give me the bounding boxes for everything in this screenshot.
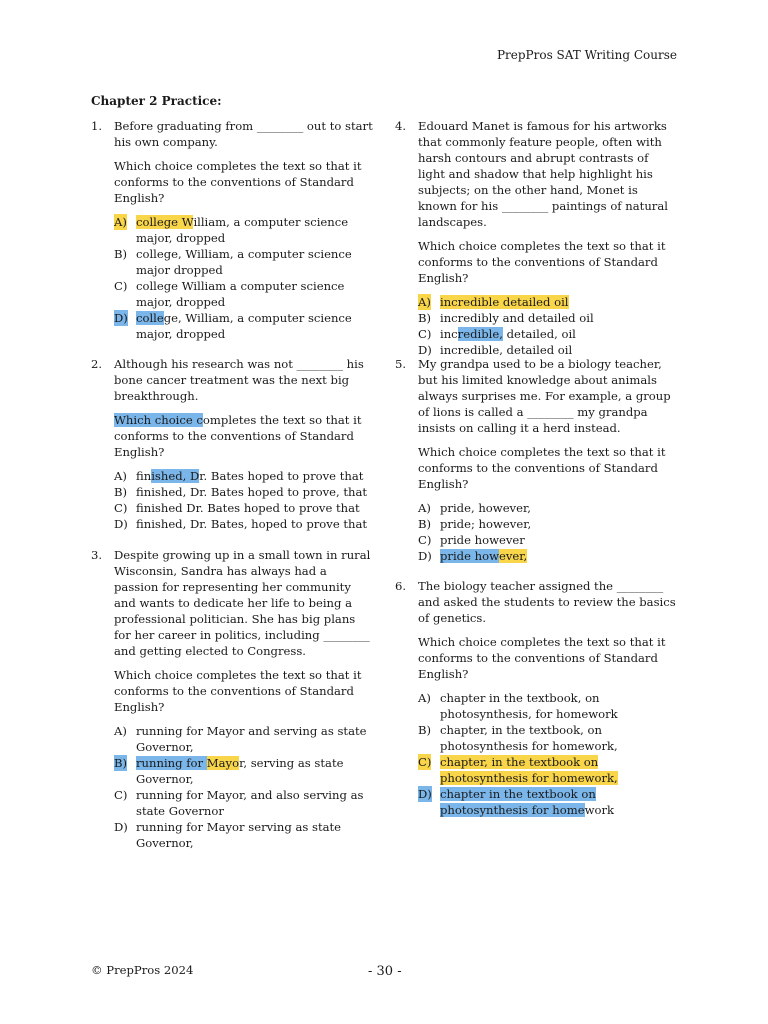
answer-blank: ________ [256, 119, 304, 133]
question-number: 3. [91, 548, 103, 562]
option-text: chapter, in the textbook on photosynthesis for homework, [440, 755, 618, 785]
question-number: 5. [395, 357, 407, 371]
option-text: pride however, [440, 549, 528, 563]
question-prompt: Which choice completes the text so that it conforms to the conventions of Standard English? [418, 445, 666, 491]
option-text: finished, Dr. Bates, hoped to prove that [136, 517, 368, 531]
answer-options [91, 468, 373, 532]
question-number: 1. [91, 119, 103, 133]
question-1 [91, 118, 373, 342]
answer-option-b[interactable]: B) college, William, a computer science major dropped [114, 247, 352, 277]
question-stem: 2. Although his research was not ________ his bone cancer treatment was the next big breakthrough. [91, 357, 364, 403]
option-text: running for Mayor serving as state Governor, [136, 820, 342, 850]
answer-blank: ________ [323, 628, 370, 642]
option-text: running for Mayor and serving as state Governor, [136, 724, 367, 754]
answer-option-c[interactable]: C) college William a computer science major, dropped [114, 279, 345, 309]
answer-option-c[interactable]: C) incredible, detailed, oil [418, 327, 576, 341]
option-text: finished, Dr. Bates hoped to prove, that [136, 485, 368, 499]
chapter-title: Chapter 2 Practice: [91, 94, 222, 108]
option-text: pride; however, [440, 517, 532, 531]
question-stem: 1. Before graduating from ________ out to start his own company. [91, 119, 373, 149]
question-stem: 6. The biology teacher assigned the ________ and asked the students to review the basics of genetics. [395, 579, 676, 625]
question-2 [91, 356, 373, 532]
option-text: incredible detailed oil [440, 295, 569, 309]
question-prompt: Which choice completes the text so that it conforms to the conventions of Standard English? [418, 635, 666, 681]
option-text: pride however [440, 533, 525, 547]
answer-option-d[interactable]: D) incredible, detailed oil [418, 343, 573, 357]
option-text: incredible, detailed, oil [440, 327, 576, 341]
question-3 [91, 547, 373, 851]
course-title: PrepPros SAT Writing Course [496, 48, 677, 62]
question-stem: 5. My grandpa used to be a biology teacher, but his limited knowledge about animals always surprises me. For example, a group of lions is called a ________ my grandpa insists on calling it a herd instead. [395, 357, 671, 435]
answer-option-a[interactable]: A) running for Mayor and serving as state Governor, [114, 724, 367, 754]
answer-option-c[interactable]: C) running for Mayor, and also serving as state Governor [114, 788, 364, 818]
question-prompt: Which choice completes the text so that it conforms to the conventions of Standard English? [114, 668, 362, 714]
option-text: finished, Dr. Bates hoped to prove that [136, 469, 364, 483]
answer-option-d[interactable]: D) chapter in the textbook on photosynthesis for homework [418, 787, 615, 817]
answer-option-a[interactable]: A) college William, a computer science major, dropped [114, 215, 349, 245]
question-4 [395, 118, 679, 358]
copyright-text: © PrepPros 2024 [91, 963, 194, 977]
option-text: running for Mayor, serving as state Governor, [136, 756, 344, 786]
option-text: finished Dr. Bates hoped to prove that [136, 501, 360, 515]
answer-options [91, 723, 373, 851]
answer-blank: ________ [616, 579, 664, 593]
answer-blank: ________ [296, 357, 343, 371]
answer-option-d[interactable]: D) finished, Dr. Bates, hoped to prove that [114, 517, 368, 531]
option-text: chapter, in the textbook, on photosynthesis for homework, [440, 723, 618, 753]
answer-options [395, 500, 679, 564]
answer-option-a[interactable]: A) finished, Dr. Bates hoped to prove that [114, 469, 364, 483]
question-prompt: Which choice completes the text so that it conforms to the conventions of Standard English? [114, 159, 362, 205]
answer-option-b[interactable]: B) incredibly and detailed oil [418, 311, 594, 325]
answer-options [395, 294, 679, 358]
answer-option-b[interactable]: B) pride; however, [418, 517, 532, 531]
answer-blank: ________ [501, 199, 549, 213]
question-prompt: Which choice completes the text so that it conforms to the conventions of Standard English? [114, 413, 362, 459]
answer-option-c[interactable]: C) pride however [418, 533, 525, 547]
question-6 [395, 578, 679, 818]
option-text: chapter in the textbook on photosynthesis for homework [440, 787, 615, 817]
answer-option-b[interactable]: B) chapter, in the textbook, on photosynthesis for homework, [418, 723, 618, 753]
answer-option-d[interactable]: D) pride however, [418, 549, 528, 563]
option-text: college, William, a computer science major dropped [136, 247, 352, 277]
answer-option-d[interactable]: D) running for Mayor serving as state Governor, [114, 820, 342, 850]
answer-option-d[interactable]: D) college, William, a computer science major, dropped [114, 311, 352, 341]
option-text: running for Mayor, and also serving as state Governor [136, 788, 364, 818]
question-5 [395, 356, 679, 564]
question-stem: 4. Edouard Manet is famous for his artworks that commonly feature people, often with harsh contours and abrupt contrasts of light and shadow that help highlight his subjects; on the other hand, Monet is known for his ________ paintings of natural landscapes. [395, 119, 668, 229]
answer-option-a[interactable]: A) pride, however, [418, 501, 531, 515]
option-text: college, William, a computer science major, dropped [136, 311, 352, 341]
answer-option-a[interactable]: A) chapter in the textbook, on photosynthesis, for homework [418, 691, 618, 721]
option-text: college William, a computer science major, dropped [136, 215, 349, 245]
answer-option-b[interactable]: B) finished, Dr. Bates hoped to prove, that [114, 485, 368, 499]
option-text: pride, however, [440, 501, 531, 515]
question-stem: 3. Despite growing up in a small town in rural Wisconsin, Sandra has always had a passion for representing her community and wants to dedicate her life to being a professional politician. She has big plans for her career in politics, including ________ and getting elected to Congress. [91, 548, 371, 658]
option-text: incredible, detailed oil [440, 343, 573, 357]
answer-option-c[interactable]: C) chapter, in the textbook on photosynthesis for homework, [418, 755, 618, 785]
answer-option-a[interactable]: A) incredible detailed oil [418, 295, 569, 309]
answer-blank: ________ [527, 405, 574, 419]
answer-options [395, 690, 679, 818]
question-number: 6. [395, 579, 407, 593]
option-text: college William a computer science major, dropped [136, 279, 345, 309]
option-text: incredibly and detailed oil [440, 311, 594, 325]
question-number: 2. [91, 357, 103, 371]
answer-option-b[interactable]: B) running for Mayor, serving as state Governor, [114, 756, 344, 786]
option-text: chapter in the textbook, on photosynthesis, for homework [440, 691, 618, 721]
question-prompt: Which choice completes the text so that it conforms to the conventions of Standard English? [418, 239, 666, 285]
page-number: - 30 - [368, 964, 402, 979]
answer-option-c[interactable]: C) finished Dr. Bates hoped to prove that [114, 501, 360, 515]
answer-options [91, 214, 373, 342]
question-number: 4. [395, 119, 407, 133]
